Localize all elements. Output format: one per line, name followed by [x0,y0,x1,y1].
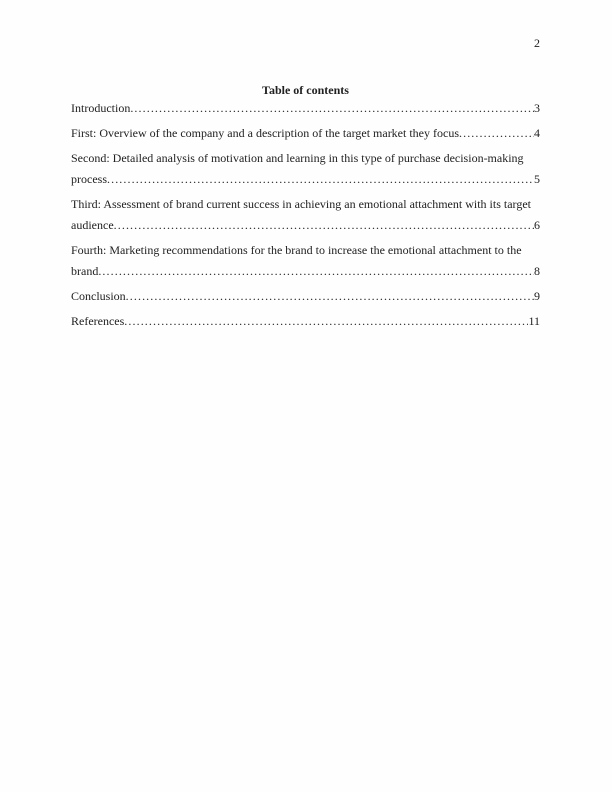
dot-leader [98,261,534,282]
toc-entry-text: Conclusion [71,289,126,303]
toc-entry [71,194,540,236]
toc-entry-text: brand [71,264,99,278]
toc-entry-page-number: 11 [528,314,540,328]
dot-leader [459,123,534,144]
toc-entry-page-number: 6 [534,218,540,232]
toc-list [71,98,540,332]
toc-section [71,82,540,332]
toc-entry-page-number: 8 [534,264,540,278]
toc-entry [71,98,540,119]
toc-entry-text: Fourth: Marketing recommendations for the brand to increase the emotional attachment to the [71,243,522,257]
toc-entry-text: audience [71,218,114,232]
toc-entry-page-number: 5 [534,172,540,186]
toc-entry-lastline [71,123,540,144]
toc-entry-page-number: 4 [534,126,540,140]
toc-entry [71,240,540,282]
toc-entry-lastline [71,261,540,282]
toc-entry-page-number: 9 [534,289,540,303]
toc-entry-lastline [71,286,540,307]
toc-entry-text: First: Overview of the company and a description of the target market they focus [71,126,459,140]
toc-entry-lastline [71,311,540,332]
toc-entry-text: Third: Assessment of brand current success in achieving an emotional attachment with its target [71,197,531,211]
toc-entry-lastline [71,169,540,190]
toc-entry-lastline [71,98,540,119]
toc-entry [71,286,540,307]
dot-leader [107,169,534,190]
toc-entry [71,148,540,190]
toc-entry-page-number: 3 [534,101,540,115]
dot-leader [124,311,528,332]
toc-entry-text: Introduction [71,101,131,115]
toc-entry [71,123,540,144]
toc-entry [71,311,540,332]
toc-entry-lastline [71,215,540,236]
toc-entry-text: References [71,314,125,328]
dot-leader [114,215,534,236]
toc-entry-text: Second: Detailed analysis of motivation and learning in this type of purchase decision-making [71,151,524,165]
dot-leader [126,286,534,307]
page-number: 2 [534,36,540,50]
toc-entry-text: process [71,172,107,186]
dot-leader [130,98,534,119]
toc-heading: Table of contents [262,83,349,97]
